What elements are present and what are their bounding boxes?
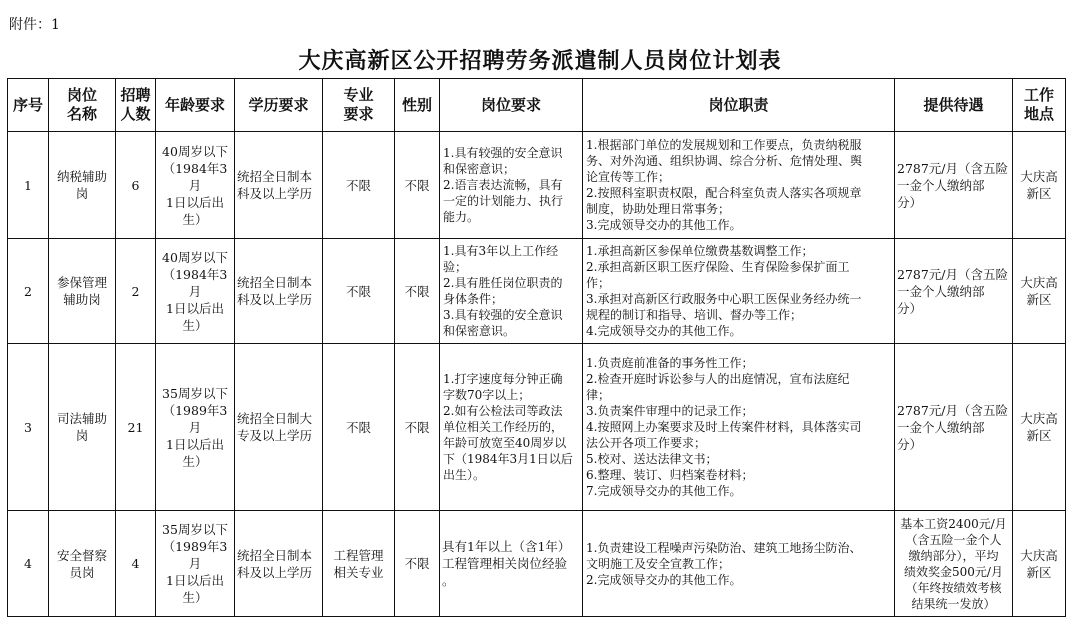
header-location: 工作 地点 [1013, 79, 1066, 132]
cell-position: 参保管理 辅助岗 [49, 239, 116, 344]
cell-no: 4 [8, 511, 49, 617]
header-age: 年龄要求 [156, 79, 235, 132]
cell-salary: 2787元/月（含五险 一金个人缴纳部 分） [895, 344, 1013, 511]
cell-education: 统招全日制本 科及以上学历 [235, 239, 323, 344]
cell-duties: 1.负责庭前准备的事务性工作； 2.检查开庭时诉讼参与人的出庭情况，宣布法庭纪 律； 3.负责案件审理中的记录工作； 4.按照网上办案要求及时上传案件材料，具体落实司 法公开各项工作要求； 5.校对、送达法律文书； 6.整理、装订、归档案卷材料； 7.完成领导交办的其他工作。 [583, 344, 895, 511]
cell-gender: 不限 [395, 132, 440, 239]
header-duties: 岗位职责 [583, 79, 895, 132]
cell-no: 3 [8, 344, 49, 511]
cell-requirements: 1.具有较强的安全意识 和保密意识； 2.语言表达流畅，具有 一定的计划能力、执行 能力。 [440, 132, 583, 239]
header-gender: 性别 [395, 79, 440, 132]
position-plan-table [7, 78, 1066, 617]
attachment-label: 附件：1 [9, 17, 60, 33]
cell-salary: 2787元/月（含五险 一金个人缴纳部 分） [895, 239, 1013, 344]
cell-salary: 2787元/月（含五险 一金个人缴纳部 分） [895, 132, 1013, 239]
header-requirements: 岗位要求 [440, 79, 583, 132]
cell-location: 大庆高 新区 [1013, 239, 1066, 344]
cell-age: 35周岁以下 （1989年3月 1日以后出 生） [156, 344, 235, 511]
cell-salary: 基本工资2400元/月 （含五险一金个人 缴纳部分），平均 绩效奖金500元/月 （年终按绩效考核 结果统一发放） [895, 511, 1013, 617]
header-position: 岗位 名称 [49, 79, 116, 132]
header-major: 专业 要求 [323, 79, 395, 132]
cell-major: 工程管理 相关专业 [323, 511, 395, 617]
table-row [8, 511, 1066, 617]
cell-count: 4 [116, 511, 156, 617]
table-row [8, 344, 1066, 511]
cell-education: 统招全日制大 专及以上学历 [235, 344, 323, 511]
table-row [8, 239, 1066, 344]
cell-count: 21 [116, 344, 156, 511]
cell-duties: 1.负责建设工程噪声污染防治、建筑工地扬尘防治、 文明施工及安全宣教工作； 2.完成领导交办的其他工作。 [583, 511, 895, 617]
cell-gender: 不限 [395, 511, 440, 617]
header-education: 学历要求 [235, 79, 323, 132]
cell-location: 大庆高 新区 [1013, 344, 1066, 511]
cell-count: 6 [116, 132, 156, 239]
header-no: 序号 [8, 79, 49, 132]
cell-requirements: 1.具有3年以上工作经 验； 2.具有胜任岗位职责的 身体条件； 3.具有较强的安全意识 和保密意识。 [440, 239, 583, 344]
cell-location: 大庆高 新区 [1013, 511, 1066, 617]
cell-education: 统招全日制本 科及以上学历 [235, 511, 323, 617]
cell-duties: 1.根据部门单位的发展规划和工作要点，负责纳税服 务、对外沟通、组织协调、综合分析、危情处理、舆 论宣传等工作； 2.按照科室职责权限，配合科室负责人落实各项规章 制度，协助处理日常事务； 3.完成领导交办的其他工作。 [583, 132, 895, 239]
cell-no: 2 [8, 239, 49, 344]
table-row [8, 132, 1066, 239]
cell-education: 统招全日制本 科及以上学历 [235, 132, 323, 239]
cell-position: 司法辅助 岗 [49, 344, 116, 511]
cell-age: 40周岁以下 （1984年3月 1日以后出 生） [156, 132, 235, 239]
cell-location: 大庆高 新区 [1013, 132, 1066, 239]
header-count: 招聘 人数 [116, 79, 156, 132]
cell-requirements: 具有1年以上（含1年） 工程管理相关岗位经验 。 [440, 511, 583, 617]
cell-duties: 1.承担高新区参保单位缴费基数调整工作； 2.承担高新区职工医疗保险、生育保险参保扩面工 作； 3.承担对高新区行政服务中心职工医保业务经办统一 规程的制订和指导、培训、督办等工作； 4.完成领导交办的其他工作。 [583, 239, 895, 344]
cell-major: 不限 [323, 344, 395, 511]
cell-major: 不限 [323, 132, 395, 239]
cell-position: 纳税辅助 岗 [49, 132, 116, 239]
page-title: 大庆高新区公开招聘劳务派遣制人员岗位计划表 [298, 48, 782, 74]
cell-no: 1 [8, 132, 49, 239]
cell-requirements: 1.打字速度每分钟正确 字数70字以上； 2.如有公检法司等政法 单位相关工作经历的， 年龄可放宽至40周岁以 下（1984年3月1日以后 出生）。 [440, 344, 583, 511]
header-salary: 提供待遇 [895, 79, 1013, 132]
cell-major: 不限 [323, 239, 395, 344]
cell-age: 35周岁以下 （1989年3月 1日以后出 生） [156, 511, 235, 617]
cell-position: 安全督察 员岗 [49, 511, 116, 617]
cell-gender: 不限 [395, 344, 440, 511]
table-header-row [8, 79, 1066, 132]
cell-age: 40周岁以下 （1984年3月 1日以后出 生） [156, 239, 235, 344]
cell-gender: 不限 [395, 239, 440, 344]
cell-count: 2 [116, 239, 156, 344]
